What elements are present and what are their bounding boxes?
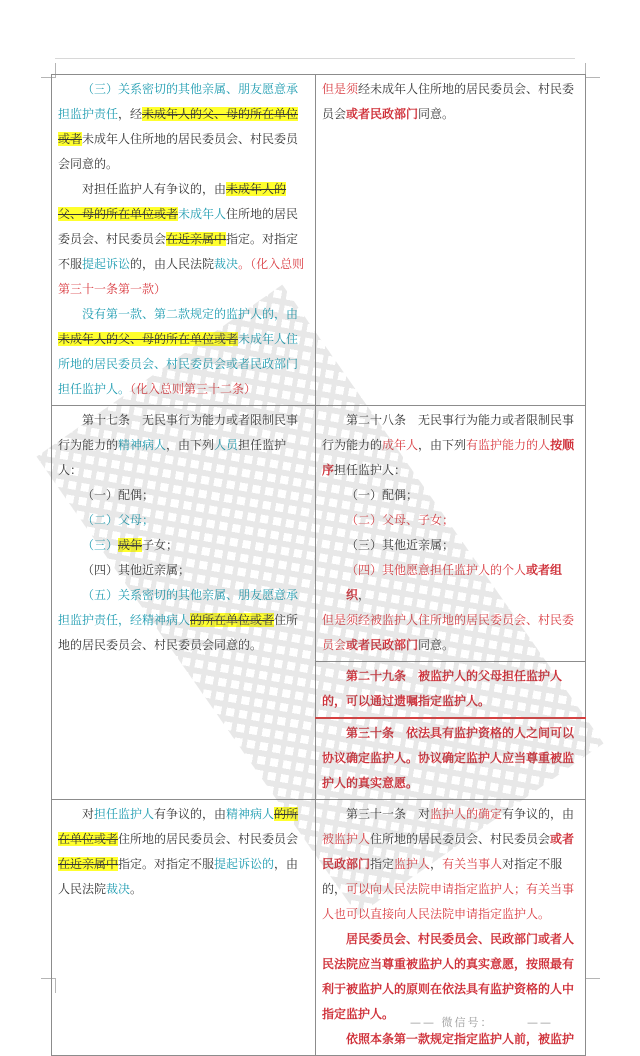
text-span: 成年人 (382, 438, 419, 452)
highlighted-deletion: 的所在单位或者 (190, 613, 275, 627)
text-span: 提起诉讼的 (214, 857, 275, 871)
table-row (52, 406, 586, 662)
paragraph: 依照本条第一款规定指定监护人前，被监护 (346, 1032, 575, 1046)
text-span: 的，由人民法院 (130, 257, 215, 271)
text-span: 裁决 (214, 257, 239, 271)
paragraph: 居民委员会、村民委员会、民政部门或者人民法院应当尊重被监护人的真实意愿，按照最有利于被监护人的原则在依法具有监护资格的人中指定监护人。 (322, 932, 575, 1021)
text-span: 有争议的，由 (154, 807, 227, 821)
text-span: 没有第一款、第二款规定的监护人的，由 (82, 307, 299, 321)
paragraph (58, 408, 309, 483)
text-span: （三）其他近亲属； (346, 538, 455, 552)
text-span: 第三十一条 对 (346, 807, 431, 821)
text-span: ， (358, 588, 371, 602)
text-span: ，由人民法院 (58, 857, 299, 896)
text-span: 指定。对指定不服 (118, 857, 215, 871)
paragraph (58, 77, 309, 177)
text-span: 按顺序 (322, 438, 575, 477)
new-text-cell (316, 75, 586, 406)
paragraph (322, 408, 579, 483)
text-span: 或者民政部门 (346, 107, 419, 121)
list-item (58, 558, 309, 583)
text-span: （五）关系密切的其他亲属、朋友愿意承担监护责任，经 (58, 588, 299, 627)
text-span: （化入总则第三十二条） (130, 382, 257, 396)
text-span: 指定。对指定不服 (58, 232, 299, 271)
text-span: 有关当事人 (442, 857, 503, 871)
paragraph (58, 802, 309, 902)
text-span: 精神病人 (118, 438, 167, 452)
page-top-edge (55, 58, 575, 59)
text-span: ， (430, 857, 443, 871)
list-item (322, 483, 579, 508)
list-item (58, 508, 309, 533)
old-text-cell (52, 75, 316, 406)
text-span: （一）配偶； (346, 488, 419, 502)
text-span: 担任监护人 (94, 807, 155, 821)
list-item (58, 583, 309, 658)
text-span: ，经 (118, 107, 143, 121)
text-span: 但是须经被监护人住所地的居民委员会、村民委员会 (322, 613, 575, 652)
paragraph: 第二十九条 被监护人的父母担任监护人的，可以通过遗嘱指定监护人。 (322, 669, 563, 708)
text-span: 。 (130, 882, 143, 896)
paragraph (322, 802, 579, 927)
text-span: 同意。 (418, 107, 455, 121)
footer-text: —— 微信号： —— (410, 1016, 553, 1029)
text-span: 第十七条 无民事行为能力或者限制民事行为能力的 (58, 413, 299, 452)
text-span: 住所地的居民委员会、村民委员会同意的。 (58, 613, 299, 652)
text-span: 担任监护人： (334, 463, 407, 477)
list-item (322, 558, 579, 608)
crop-mark-top-right (585, 63, 600, 78)
text-span: 有争议的，由 (502, 807, 575, 821)
text-span: 监护人 (394, 857, 431, 871)
text-span: 第二十八条 无民事行为能力或者限制民事行为能力的 (322, 413, 575, 452)
text-span: 裁决 (106, 882, 131, 896)
highlighted-deletion: 未成年人的父、母的所在单位或者 (58, 182, 287, 221)
new-text-cell (316, 718, 586, 800)
text-span: 精神病人 (226, 807, 275, 821)
text-span: 精神病人 (142, 613, 191, 627)
text-span: 住所地的居民委员会、村民委员会 (58, 207, 299, 246)
highlighted-deletion: 未成年人的父、母的所在单位或者 (58, 332, 239, 346)
comparison-table (51, 74, 586, 1056)
text-span: 担任监护人： (58, 438, 287, 477)
list-item (58, 533, 309, 558)
paragraph (322, 77, 579, 127)
text-span: 子女； (142, 538, 179, 552)
highlighted-deletion: 成年 (118, 538, 143, 552)
text-span: （一）配偶； (82, 488, 155, 502)
text-span: 对担任监护人有争议的，由 (82, 182, 227, 196)
text-span: 被监护人 (322, 832, 371, 846)
text-span: 未成年人住所地的居民委员会、村民委员会或者民政部门担任监护人。 (58, 332, 299, 396)
highlighted-deletion: 在近亲属中 (58, 857, 119, 871)
text-span: 或者民政部门 (346, 638, 419, 652)
text-span: 对指定不服的， (322, 857, 563, 896)
new-text-cell (316, 662, 586, 719)
paragraph (58, 177, 309, 302)
text-span: 经未成年人住所地的居民委员会、村民委员会 (322, 82, 575, 121)
text-span: 住所地的居民委员会、村民委员会 (370, 832, 551, 846)
text-span: 或者民政部门 (322, 832, 575, 871)
text-span: （三）关系密切的其他亲属、朋友愿意承担监护责任 (58, 82, 299, 121)
text-span: 住所地的居民委员会、村民委员会 (118, 832, 299, 846)
text-span: 提起诉讼 (82, 257, 131, 271)
text-span: 对 (82, 807, 95, 821)
text-span: 未成年人住所地的居民委员会、村民委员会同意的。 (58, 132, 299, 171)
paragraph (58, 302, 309, 402)
new-text-cell (316, 406, 586, 662)
text-span: 未成年人 (178, 207, 227, 221)
text-span: 指定 (370, 857, 395, 871)
text-span: （四）其他近亲属； (82, 563, 191, 577)
text-span: ，由下列 (166, 438, 215, 452)
text-span: 有监护能力的人 (466, 438, 551, 452)
text-span: （四）其他愿意担任监护人的个人 (346, 563, 527, 577)
old-text-cell (52, 406, 316, 800)
text-span: 人员 (214, 438, 239, 452)
text-span: 可以向人民法院申请指定监护人；有关当事人也可以直接向人民法院申请指定监护人。 (322, 882, 575, 921)
old-text-cell (52, 800, 316, 1056)
table-row (52, 75, 586, 406)
list-item (322, 508, 579, 533)
highlighted-deletion: 在近亲属中 (166, 232, 227, 246)
text-span: 或者组织 (346, 563, 563, 602)
paragraph: 第三十条 依法具有监护资格的人之间可以协议确定监护人。协议确定监护人应当尊重被监护人的真实意愿。 (322, 726, 575, 790)
text-span: ，由下列 (418, 438, 467, 452)
highlighted-deletion: 的所在单位或者 (58, 807, 299, 846)
highlighted-deletion: 未成年人的父、母的所在单位或者 (58, 107, 299, 146)
crop-mark-bottom-right (585, 978, 600, 993)
text-span: （三） (82, 538, 119, 552)
text-span: 。（化入总则第三十一条第一款） (58, 257, 305, 296)
list-item (58, 483, 309, 508)
text-span: 监护人的确定 (430, 807, 503, 821)
text-span: 但是须 (322, 82, 359, 96)
text-span: （二）父母； (82, 513, 155, 527)
text-span: （二）父母、子女； (346, 513, 455, 527)
text-span: 同意。 (418, 638, 455, 652)
list-item (322, 533, 579, 558)
paragraph (322, 608, 579, 658)
